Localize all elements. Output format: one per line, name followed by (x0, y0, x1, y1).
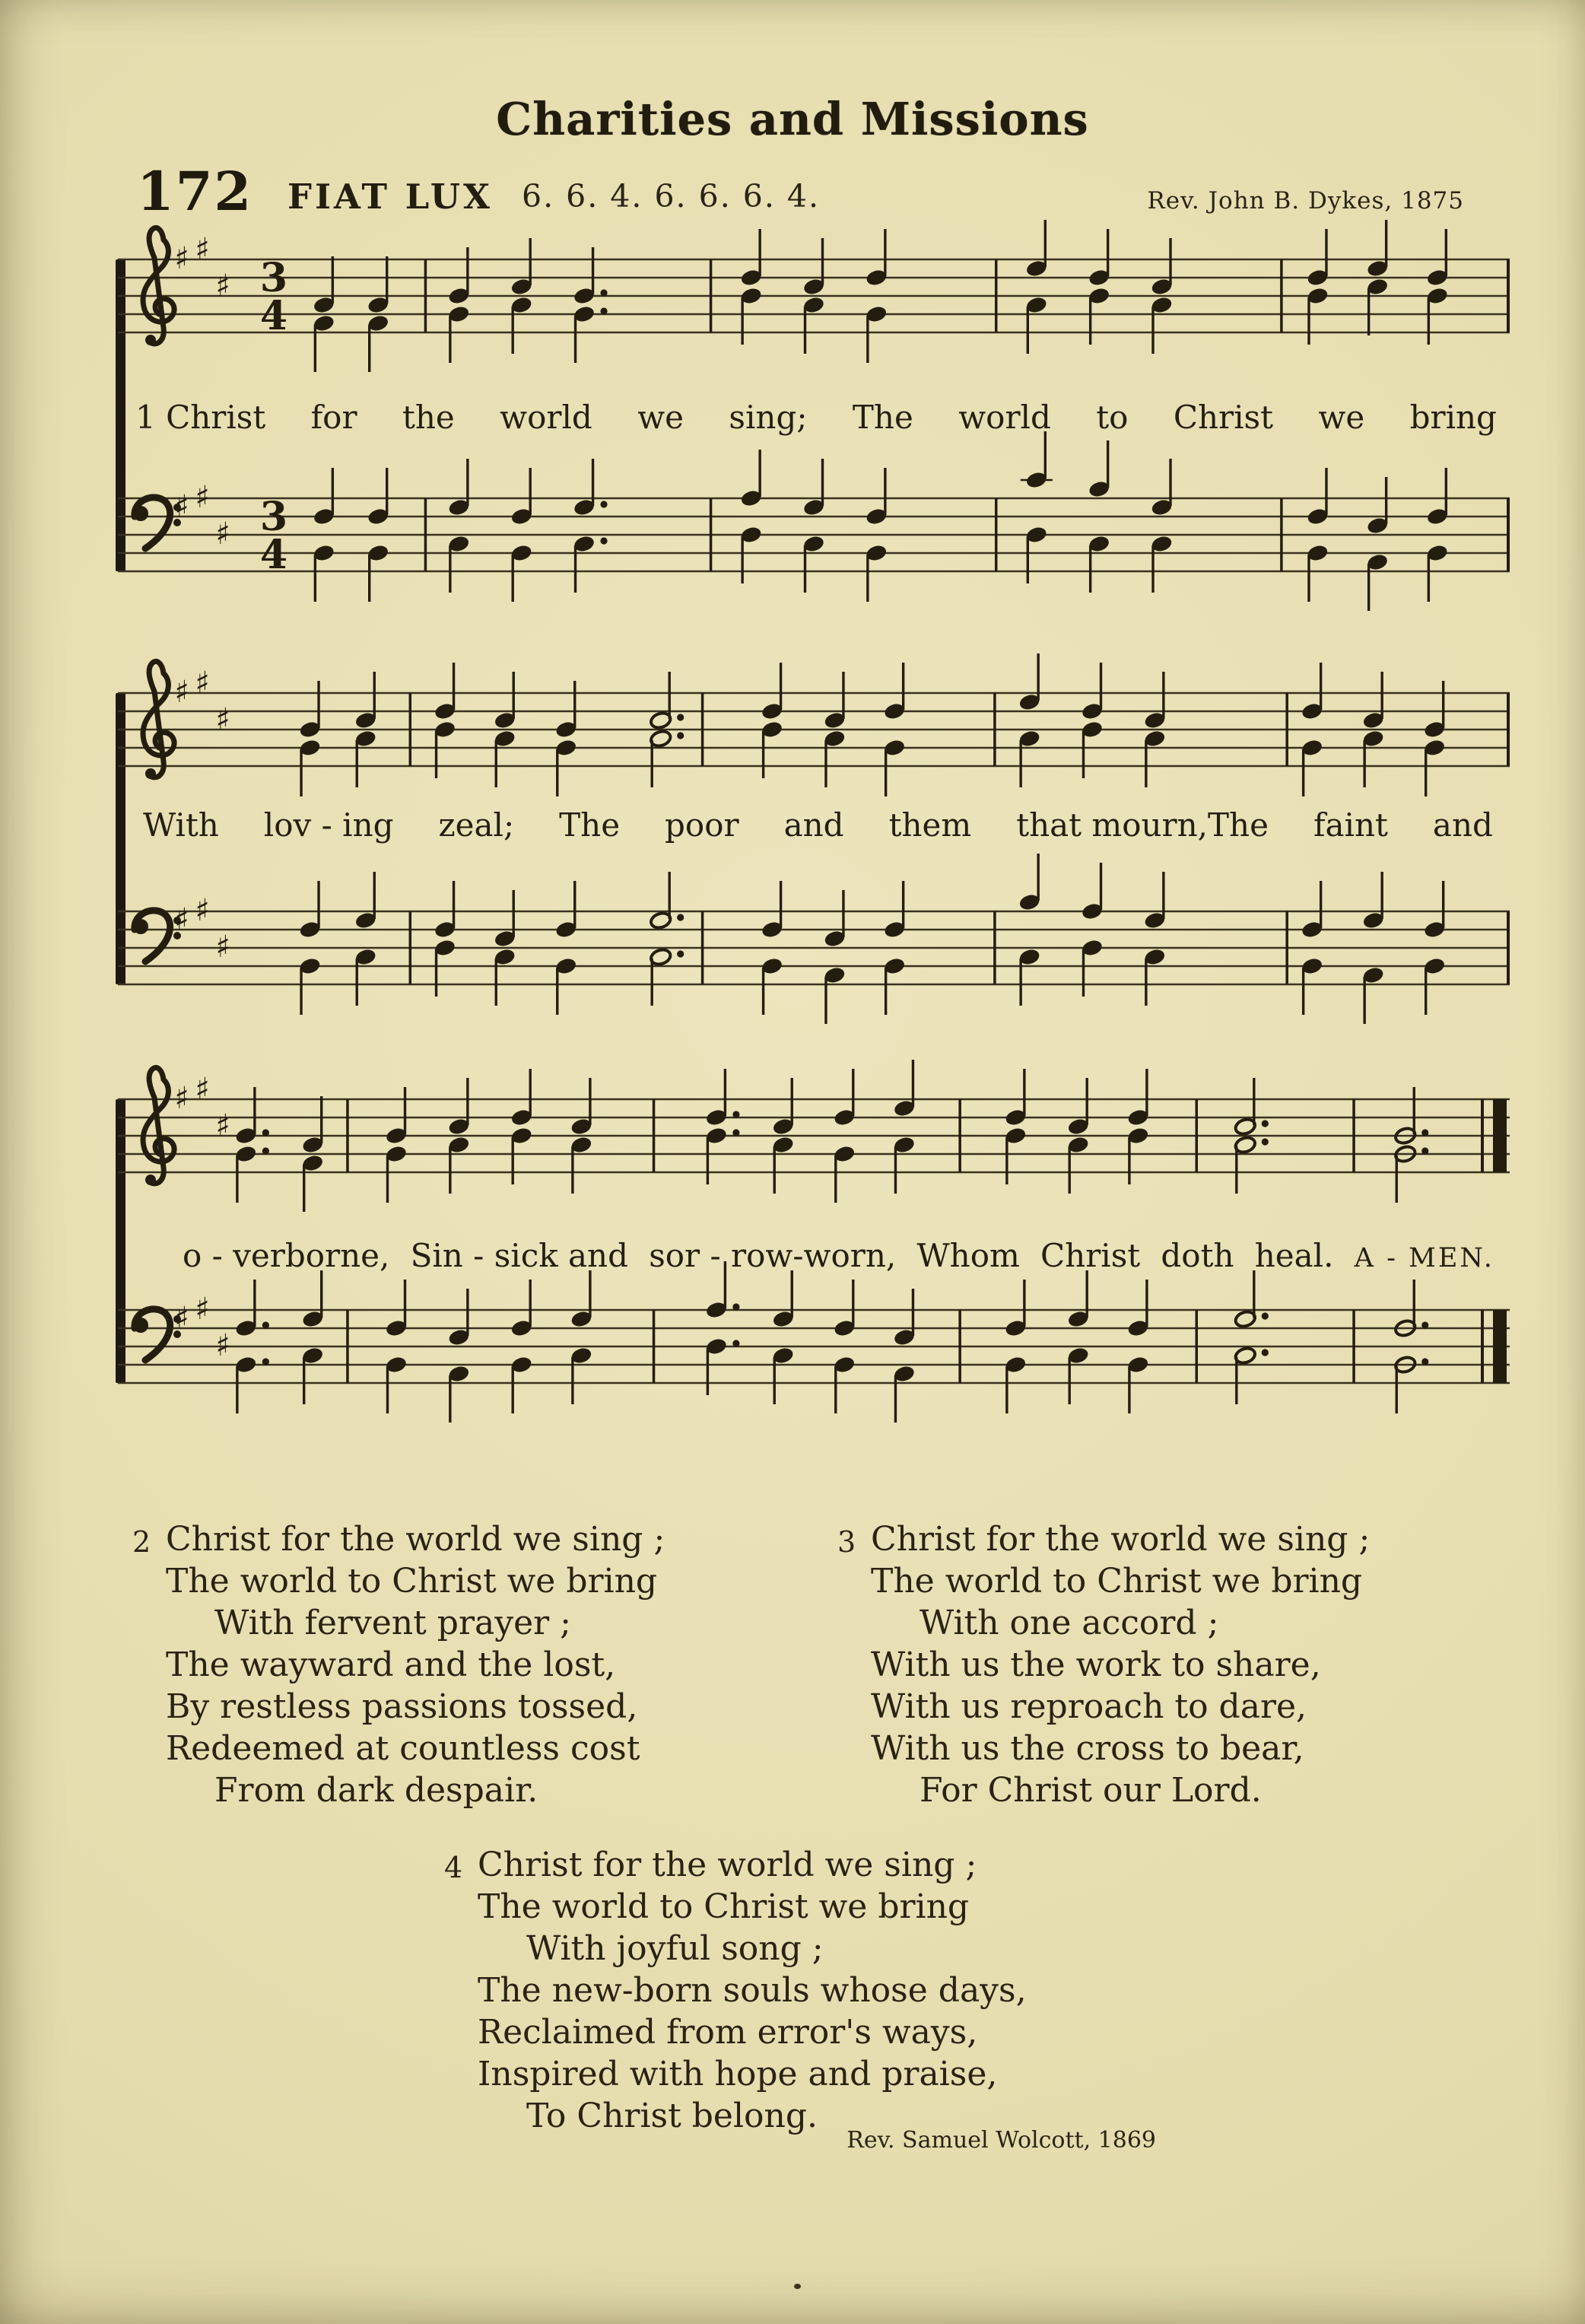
lyric-word: Christ (1173, 399, 1273, 436)
verse-line: With one accord ; (920, 1604, 1219, 1642)
lyric-word: The (559, 806, 621, 844)
svg-text:♯: ♯ (174, 902, 189, 937)
svg-text:♯: ♯ (174, 1081, 189, 1116)
verse-line: With us reproach to dare, (871, 1687, 1307, 1726)
svg-text:♯: ♯ (174, 1301, 189, 1336)
lyric-word: sor - row-worn, (649, 1237, 897, 1274)
verse-2 (132, 1518, 665, 1811)
svg-text:3: 3 (259, 255, 288, 301)
lyric-word: that mourn,The (1016, 806, 1269, 844)
verse-number: 2 (132, 1525, 151, 1559)
lyric-word: Christ (1040, 1237, 1141, 1274)
verse-line: The world to Christ we bring (478, 1887, 970, 1926)
svg-text:♯: ♯ (215, 269, 230, 304)
svg-text:♯: ♯ (215, 1328, 230, 1363)
lyric-word: doth (1161, 1237, 1234, 1274)
lyric-word: The (852, 399, 913, 436)
verse-line: From dark despair. (214, 1771, 538, 1810)
lyric-word: zeal; (438, 806, 515, 844)
lyric-word: sing; (729, 399, 808, 436)
staff-treble-1 (118, 214, 1510, 381)
verse-line: By restless passions tossed, (166, 1687, 638, 1726)
lyric-word: and (783, 806, 844, 844)
verse-line: With fervent prayer ; (214, 1604, 571, 1642)
lyric-word: to (1096, 399, 1129, 436)
verse-line: Reclaimed from error's ways, (478, 2013, 978, 2052)
svg-text:♯: ♯ (215, 1108, 230, 1143)
hymn-tune-name: FIAT LUX (287, 176, 493, 217)
lyric-word: Sin - sick and (410, 1237, 628, 1274)
verse-line: The new-born souls whose days, (478, 1971, 1027, 2010)
svg-text:4: 4 (259, 293, 288, 339)
lyric-word: for (310, 399, 357, 436)
svg-text:♯: ♯ (215, 702, 230, 737)
lyric-word: poor (665, 806, 739, 844)
lyric-word: we (1318, 399, 1365, 436)
svg-text:♯: ♯ (195, 893, 210, 928)
verse-line: Christ for the world we sing ; (871, 1520, 1371, 1559)
verse-3 (837, 1518, 1371, 1811)
lyric-line-1 (135, 399, 1497, 436)
lyric-word: heal. (1254, 1237, 1334, 1274)
lyric-word: and (1432, 806, 1493, 844)
verse-line: Christ for the world we sing ; (166, 1520, 665, 1559)
lyric-line-3 (183, 1237, 1494, 1274)
lyric-word: o - verborne, (183, 1237, 390, 1274)
staff-bass-1 (118, 453, 1510, 620)
lyric-word: lov - ing (263, 806, 394, 844)
author-attribution: Rev. Samuel Wolcott, 1869 (846, 2127, 1156, 2154)
svg-text:3: 3 (259, 494, 288, 540)
svg-text:♯: ♯ (174, 241, 189, 276)
lyric-word: world (958, 399, 1051, 436)
verse-line: Christ for the world we sing ; (478, 1846, 977, 1884)
verse-line: Inspired with hope and praise, (478, 2055, 998, 2094)
svg-text:♯: ♯ (215, 517, 230, 552)
verse-4 (444, 1844, 1027, 2137)
hymn-meter: 6. 6. 4. 6. 6. 6. 4. (522, 178, 821, 215)
verse-line: The wayward and the lost, (166, 1645, 616, 1684)
lyric-word: we (637, 399, 684, 436)
svg-text:4: 4 (259, 532, 288, 578)
lyric-word: the (402, 399, 455, 436)
verse-line: With us the work to share, (871, 1645, 1321, 1684)
verse-line: To Christ belong. (526, 2097, 818, 2135)
hymn-composer: Rev. John B. Dykes, 1875 (1147, 187, 1464, 215)
lyric-word: 1 Christ (135, 399, 266, 436)
staff-treble-3 (118, 1054, 1510, 1221)
verse-line: The world to Christ we bring (166, 1562, 658, 1601)
svg-text:♯: ♯ (195, 1072, 210, 1107)
verse-line: With us the cross to bear, (871, 1729, 1304, 1768)
svg-text:♯: ♯ (195, 232, 210, 267)
verse-line: The world to Christ we bring (871, 1562, 1363, 1601)
verse-number: 3 (837, 1525, 856, 1559)
svg-text:♯: ♯ (174, 675, 189, 710)
lyric-word: A - MEN. (1354, 1243, 1494, 1273)
svg-text:♯: ♯ (195, 1292, 210, 1327)
verse-line: With joyful song ; (526, 1929, 824, 1968)
hymn-number: 172 (137, 160, 253, 223)
lyric-word: With (143, 806, 219, 844)
lyric-word: world (500, 399, 592, 436)
lyric-word: them (888, 806, 972, 844)
staff-treble-2 (118, 647, 1510, 815)
verse-line: Redeemed at countless cost (166, 1729, 640, 1768)
svg-text:♯: ♯ (195, 480, 210, 515)
verse-line: For Christ our Lord. (920, 1771, 1262, 1810)
section-title: Charities and Missions (496, 93, 1089, 145)
svg-text:♯: ♯ (174, 489, 189, 524)
staff-bass-2 (118, 866, 1510, 1033)
lyric-word: faint (1313, 806, 1388, 844)
verse-number: 4 (444, 1851, 463, 1884)
lyric-line-2 (143, 806, 1493, 844)
svg-text:♯: ♯ (195, 666, 210, 701)
ink-speck (794, 2284, 801, 2289)
staff-bass-3 (118, 1264, 1510, 1432)
lyric-word: Whom (916, 1237, 1020, 1274)
lyric-word: bring (1409, 399, 1497, 436)
svg-text:♯: ♯ (215, 930, 230, 965)
